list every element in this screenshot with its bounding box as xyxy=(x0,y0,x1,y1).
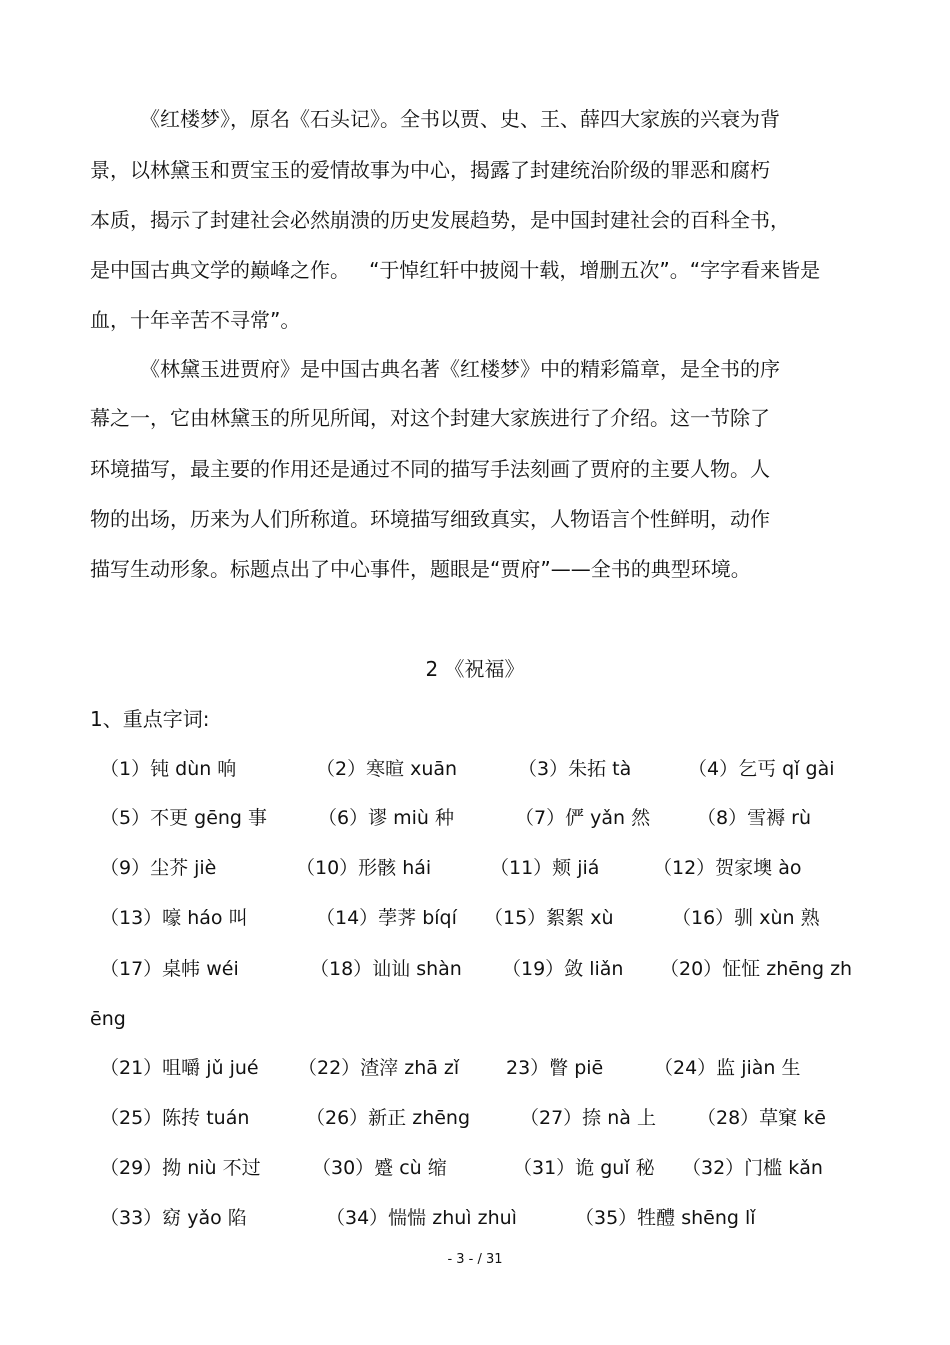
vocab-item: （2）寒暄 xuān xyxy=(316,758,458,780)
vocab-item: （6）谬 miù 种 xyxy=(318,807,454,829)
paragraph-1-line-4: 是中国古典文学的巅峰之作。 “于悼红轩中披阅十载，增删五次”。“字字看来皆是 xyxy=(90,258,821,282)
vocab-item: （24）监 jiàn 生 xyxy=(654,1057,801,1079)
vocab-item: （11）颊 jiá xyxy=(490,857,600,879)
vocab-item: （20）怔怔 zhēng zh xyxy=(660,958,853,980)
vocab-item: （14）荸荠 bíqí xyxy=(316,907,457,929)
paragraph-1-line-2: 景，以林黛玉和贾宝玉的爱情故事为中心，揭露了封建统治阶级的罪恶和腐朽 xyxy=(90,158,770,182)
paragraph-1-line-3: 本质，揭示了封建社会必然崩溃的历史发展趋势，是中国封建社会的百科全书， xyxy=(90,208,790,232)
paragraph-2-line-5: 描写生动形象。标题点出了中心事件，题眼是“贾府”——全书的典型环境。 xyxy=(90,557,751,581)
vocab-item: （3）朱拓 tà xyxy=(518,758,632,780)
vocab-item: （17）桌帏 wéi xyxy=(100,958,239,980)
vocab-item: （27）捺 nà 上 xyxy=(520,1107,656,1129)
vocab-item: （13）嚎 háo 叫 xyxy=(100,907,248,929)
vocab-item-continuation: ēng xyxy=(90,1008,126,1030)
vocab-item: （35）牲醴 shēng lǐ xyxy=(575,1207,756,1229)
vocab-item: （25）陈抟 tuán xyxy=(100,1107,250,1129)
paragraph-2-line-2: 幕之一，它由林黛玉的所见所闻，对这个封建大家族进行了介绍。这一节除了 xyxy=(90,406,770,430)
vocab-item: （9）尘芥 jiè xyxy=(100,857,217,879)
vocab-item: （26）新正 zhēng xyxy=(306,1107,471,1129)
vocab-item: （12）贺家墺 ào xyxy=(653,857,802,879)
paragraph-2-line-4: 物的出场，历来为人们所称道。环境描写细致真实，人物语言个性鲜明，动作 xyxy=(90,507,770,531)
vocab-item: （30）蹙 cù 缩 xyxy=(312,1157,447,1179)
vocab-item: （18）讪讪 shàn xyxy=(310,958,462,980)
vocab-item: （10）形骸 hái xyxy=(296,857,432,879)
vocab-item: （15）絮絮 xù xyxy=(484,907,614,929)
page-number: - 3 - / 31 xyxy=(447,1252,503,1267)
vocab-item: （33）窈 yǎo 陷 xyxy=(100,1207,247,1229)
vocab-item: （28）草窠 kē xyxy=(697,1107,826,1129)
vocab-item: 23）瞥 piē xyxy=(506,1057,604,1079)
vocab-item: （34）惴惴 zhuì zhuì xyxy=(326,1207,517,1229)
vocab-item: （32）门槛 kǎn xyxy=(682,1157,823,1179)
paragraph-1-line-1: 《红楼梦》，原名《石头记》。全书以贾、史、王、薛四大家族的兴衰为背 xyxy=(140,107,780,131)
paragraph-1-line-5: 血，十年辛苦不寻常”。 xyxy=(90,308,301,332)
vocab-item: （29）拗 niù 不过 xyxy=(100,1157,261,1179)
vocab-item: （1）钝 dùn 响 xyxy=(100,758,237,780)
vocab-item: （8）雪褥 rù xyxy=(697,807,811,829)
paragraph-2-line-3: 环境描写，最主要的作用还是通过不同的描写手法刻画了贾府的主要人物。人 xyxy=(90,457,770,481)
vocab-item: （19）敛 liǎn xyxy=(502,958,624,980)
vocab-item: （22）渣滓 zhā zǐ xyxy=(298,1057,460,1079)
vocab-item: （4）乞丐 qǐ gài xyxy=(688,758,835,780)
vocab-item: （7）俨 yǎn 然 xyxy=(515,807,651,829)
vocab-item: （5）不更 gēng 事 xyxy=(100,807,268,829)
paragraph-2-line-1: 《林黛玉进贾府》是中国古典名著《红楼梦》中的精彩篇章，是全书的序 xyxy=(140,357,780,381)
section-subheading: 1、重点字词: xyxy=(90,707,210,731)
vocab-item: （16）驯 xùn 熟 xyxy=(672,907,820,929)
vocab-item: （31）诡 guǐ 秘 xyxy=(513,1157,655,1179)
section-title: 2 《祝福》 xyxy=(425,657,525,681)
vocab-item: （21）咀嚼 jǔ jué xyxy=(100,1057,259,1079)
